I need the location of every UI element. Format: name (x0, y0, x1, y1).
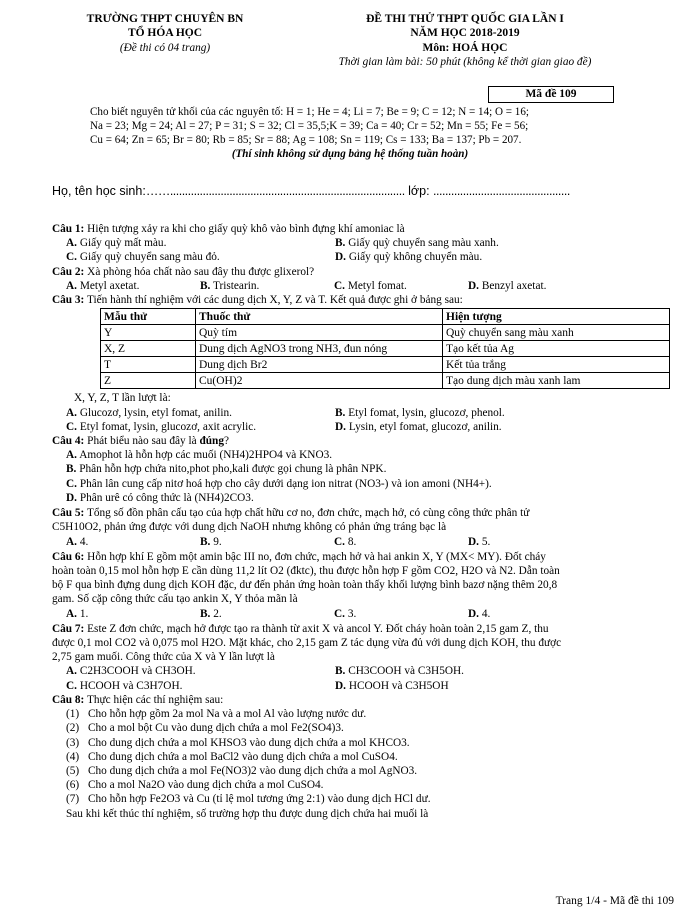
option-c[interactable]: C. Etyl fomat, lysin, glucozơ, axit acrylic. (66, 420, 257, 433)
option-d[interactable]: D. HCOOH và C3H5OH (335, 679, 449, 692)
question-text-line: hoàn toàn 0,15 mol hỗn hợp E cần dùng 11,2 lít O2 (đktc), thu được hỗn hợp F gồm CO2, H2O và N2. Dẫn toàn (52, 564, 560, 577)
option-a[interactable]: A. C2H3COOH và CH3OH. (66, 665, 196, 678)
question-5 (52, 506, 674, 549)
question-text-line: C5H10O2, phản ứng được với dung dịch NaOH nhưng không có phản ứng tráng bạc là (52, 521, 447, 534)
option-d[interactable]: D. 5. (468, 535, 491, 548)
option-c[interactable]: C. 3. (334, 607, 357, 620)
option-a[interactable]: A. Giấy quỳ mất màu. (66, 237, 167, 250)
option-d[interactable]: D. Giấy quỳ không chuyển màu. (335, 251, 483, 264)
student-name-label: Họ, tên học sinh: (52, 184, 146, 198)
option-c[interactable]: C. Metyl fomat. (334, 279, 407, 292)
table-cell: Dung dịch Br2 (196, 357, 443, 373)
option-text: Phân urê có công thức là (NH4)2CO3. (79, 491, 254, 504)
option-a[interactable]: A. Metyl axetat. (66, 279, 140, 292)
questions (52, 222, 674, 821)
option-a[interactable]: A. Glucozơ, lysin, etyl fomat, anilin. (66, 406, 232, 419)
experiment-item: (4) Cho dung dịch chứa a mol BaCl2 vào dung dịch chứa a mol CuSO4. (66, 750, 398, 763)
experiment-table (100, 308, 670, 389)
table-cell: Tạo dung dịch màu xanh lam (443, 373, 670, 389)
option-text: Metyl fomat. (347, 279, 407, 292)
header-right (300, 12, 630, 70)
table-cell: Z (101, 373, 196, 389)
option-text: 5. (481, 535, 491, 548)
option-b[interactable]: B. Giấy quỳ chuyển sang màu xanh. (335, 237, 499, 250)
experiment-text: Cho a mol Na2O vào dung dịch chứa a mol CuSO4. (88, 779, 324, 792)
option-c[interactable]: C. Phân lân cung cấp nitơ hoá hợp cho cây dưới dạng ion nitrat (NO3-) và ion amoni (NH4+). (66, 477, 492, 490)
column-header: Mẫu thử (101, 309, 196, 325)
question-text-line: được 0,1 mol CO2 và 0,075 mol H2O. Mặt khác, cho 2,15 gam Z tác dụng vừa đủ với dung dịch KOH, thu được (52, 637, 562, 650)
question-3 (52, 293, 674, 434)
question-text-line: 2,75 gam muối. Công thức của X và Y lần lượt là (52, 651, 275, 664)
option-d[interactable]: D. Benzyl axetat. (468, 279, 547, 292)
table-cell: Dung dịch AgNO3 trong NH3, đun nóng (196, 341, 443, 357)
table-cell: T (101, 357, 196, 373)
table-row (101, 325, 670, 341)
question-text-line: gam. Số cặp công thức cấu tạo ankin X, Y thỏa mãn là (52, 593, 298, 606)
question-number: Câu 4: (52, 434, 85, 447)
table-cell: X, Z (101, 341, 196, 357)
department-name: TỔ HÓA HỌC (127, 27, 203, 40)
experiment-item: (5) Cho dung dịch chứa a mol Fe(NO3)2 vào dung dịch chứa a mol AgNO3. (66, 765, 418, 777)
exam-code-box: Mã đề 109 (488, 86, 614, 103)
periodic-table-note: (Thí sinh không sử dụng bảng hệ thống tuần hoàn) (231, 147, 469, 160)
option-text: Etyl fomat, lysin, glucozơ, axit acrylic. (79, 420, 257, 433)
question-text-line: Tổng số đồn phân cấu tạo của hợp chất hữu cơ no, đơn chức, mạch hở, có cùng công thức phân tử (86, 507, 530, 520)
question-2 (52, 265, 674, 293)
option-text: Giấy quỳ chuyển sang màu đỏ. (79, 251, 220, 264)
option-text: Lysin, etyl fomat, glucozơ, anilin. (348, 420, 502, 433)
atomic-line-3: Cu = 64; Zn = 65; Br = 80; Rb = 85; Sr = 88; Ag = 108; Sn = 119; Cs = 133; Ba = 137; Pb = 207. (90, 133, 522, 146)
option-a[interactable]: A. 4. (66, 535, 89, 548)
option-b[interactable]: B. CH3COOH và C3H5OH. (335, 665, 464, 678)
column-header: Hiện tượng (443, 309, 670, 325)
atomic-line-2: Na = 23; Mg = 24; Al = 27; P = 31; S = 32; Cl = 35,5;K = 39; Ca = 40; Cr = 52; Mn = 55; Fe = 56; (90, 119, 529, 132)
experiment-text: Cho a mol bột Cu vào dung dịch chứa a mol Fe2(SO4)3. (88, 722, 344, 735)
question-number: Câu 6: (52, 550, 85, 563)
option-text: Glucozơ, lysin, etyl fomat, anilin. (79, 406, 232, 419)
table-cell: Quỳ chuyển sang màu xanh (443, 325, 670, 341)
option-text: Phân lân cung cấp nitơ hoá hợp cho cây dưới dạng ion nitrat (NO3-) và ion amoni (NH4+). (79, 477, 492, 490)
option-b[interactable]: B. 2. (200, 607, 222, 620)
option-text: Giấy quỳ chuyển sang màu xanh. (348, 237, 499, 250)
option-text: 4. (79, 535, 89, 548)
option-text: Amophot là hỗn hợp các muối (NH4)2HPO4 và KNO3. (79, 449, 333, 462)
table-cell: Kết tủa trắng (443, 357, 670, 373)
option-b[interactable]: B. Tristearin. (200, 279, 260, 292)
school-name: TRƯỜNG THPT CHUYÊN BN (86, 13, 244, 25)
atomic-line-1: Cho biết nguyên tử khối của các nguyên tố: H = 1; He = 4; Li = 7; Be = 9; C = 12; N = 14; O = 16; (90, 106, 529, 118)
table-row (101, 341, 670, 357)
option-text: Tristearin. (212, 279, 260, 292)
question-number: Câu 5: (52, 507, 85, 520)
table-cell: Tạo kết tủa Ag (443, 341, 670, 357)
option-text: 1. (79, 607, 89, 620)
student-info-line (52, 184, 652, 200)
question-text: Tiến hành thí nghiệm với các dung dịch X, Y, Z và T. Kết quả được ghi ở bảng sau: (86, 294, 463, 307)
option-b[interactable]: B. 9. (200, 535, 222, 548)
question-text: Thực hiện các thí nghiệm sau: (86, 693, 224, 706)
option-a[interactable]: A. Amophot là hỗn hợp các muối (NH4)2HPO4 và KNO3. (66, 449, 333, 462)
option-text: Giấy quỳ mất màu. (79, 237, 167, 250)
subject: Môn: HOÁ HỌC (422, 41, 508, 54)
table-cell: Quỳ tím (196, 325, 443, 341)
option-text: 9. (213, 535, 222, 548)
table-row (101, 373, 670, 389)
question-number: Câu 8: (52, 693, 85, 706)
class-field[interactable]: .............................................. (433, 184, 570, 198)
question-7 (52, 622, 674, 693)
table-row (101, 357, 670, 373)
option-text: Giấy quỳ không chuyển màu. (348, 251, 483, 264)
column-header: Thuốc thử (196, 309, 443, 325)
table-header-row (101, 309, 670, 325)
option-c[interactable]: C. HCOOH và C3H7OH. (66, 679, 183, 692)
exam-title: ĐỀ THI THỬ THPT QUỐC GIA LẦN I (366, 13, 564, 25)
option-d[interactable]: D. Lysin, etyl fomat, glucozơ, anilin. (335, 420, 502, 433)
experiment-item: (2) Cho a mol bột Cu vào dung dịch chứa a mol Fe2(SO4)3. (66, 722, 344, 735)
table-cell: Y (101, 325, 196, 341)
option-text: 4. (481, 607, 491, 620)
option-text: Benzyl axetat. (481, 279, 547, 292)
question-number: Câu 1: (52, 223, 85, 235)
experiment-text: Cho dung dịch chứa a mol BaCl2 vào dung dịch chứa a mol CuSO4. (88, 750, 398, 763)
table-cell: Cu(OH)2 (196, 373, 443, 389)
question-text: Hiện tượng xảy ra khi cho giấy quỳ khô vào bình đựng khí amoniac là (87, 223, 405, 235)
option-text: CH3COOH và C3H5OH. (348, 665, 464, 678)
question-text-line: Hỗn hợp khí E gồm một amin bậc III no, đơn chức, mạch hở và hai ankin X, Y (MX< MY). Đốt cháy (87, 550, 546, 563)
question-text: Phát biểu nào sau đây là (87, 434, 197, 447)
experiment-item: (7) Cho hỗn hợp Fe2O3 và Cu (tỉ lệ mol tương ứng 2:1) vào dung dịch HCl dư. (66, 793, 431, 806)
page-count-note: (Đề thi có 04 trang) (119, 41, 211, 54)
option-b[interactable]: B. Phân hỗn hợp chứa nito,phot pho,kali được gọi chung là phân NPK. (66, 463, 387, 476)
question-4: Câu 4: Phát biểu nào sau đây là đúng? A. Amophot là hỗn hợp các muối (NH4)2HPO4 và KNO3. B. Phân hỗn hợp chứa nito,phot pho,kali được gọi chung là phân NPK. C. Phân lân cung cấp nitơ hoá hợp cho cây dưới dạng ion nitrat (NO3-) và ion amoni (NH4+). D. Phân urê có công thức là (NH4)2CO3. (52, 434, 674, 505)
question-emphasis: đúng (199, 434, 224, 447)
option-text: 2. (213, 607, 222, 620)
option-c[interactable]: C. Giấy quỳ chuyển sang màu đỏ. (66, 251, 220, 264)
header-left (60, 12, 270, 55)
option-c[interactable]: C. 8. (334, 535, 357, 548)
option-text: Etyl fomat, lysin, glucozơ, phenol. (348, 406, 505, 419)
option-text: 3. (347, 607, 357, 620)
option-text: HCOOH và C3H5OH (348, 679, 449, 692)
experiment-text: Cho dung dịch chứa a mol KHSO3 vào dung dịch chứa a mol KHCO3. (88, 736, 410, 749)
option-a[interactable]: A. 1. (66, 607, 89, 620)
option-text: Phân hỗn hợp chứa nito,phot pho,kali được gọi chung là phân NPK. (79, 463, 387, 476)
question-6 (52, 550, 674, 621)
experiment-item: (6) Cho a mol Na2O vào dung dịch chứa a mol CuSO4. (66, 779, 324, 792)
experiment-text: Cho hỗn hợp gồm 2a mol Na và a mol Al vào lượng nước dư. (88, 708, 367, 721)
option-text: C2H3COOH và CH3OH. (79, 665, 196, 678)
question-8 (52, 693, 674, 821)
question-stem: Sau khi kết thúc thí nghiệm, số trường hợp thu được dung dịch chứa hai muối là (66, 807, 429, 820)
question-stem: X, Y, Z, T lần lượt là: (74, 392, 171, 405)
option-text: Metyl axetat. (79, 279, 140, 292)
school-year: NĂM HỌC 2018-2019 (410, 27, 520, 40)
atomic-masses (90, 106, 610, 162)
question-1 (52, 222, 674, 265)
option-text: 8. (347, 535, 357, 548)
question-text-line: Este Z đơn chức, mạch hở được tạo ra thành từ axit X và ancol Y. Đốt cháy hoàn toàn 2,15 gam Z, thu (87, 622, 549, 635)
question-text: Xà phòng hóa chất nào sau đây thu được glixerol? (87, 265, 315, 278)
question-number: Câu 2: (52, 265, 85, 278)
question-number: Câu 7: (52, 622, 85, 635)
experiment-text: Cho hỗn hợp Fe2O3 và Cu (tỉ lệ mol tương ứng 2:1) vào dung dịch HCl dư. (88, 793, 431, 806)
question-number: Câu 3: (52, 294, 85, 307)
student-name-field[interactable]: ……............................................................................... (145, 184, 405, 198)
experiment-item: (1) Cho hỗn hợp gồm 2a mol Na và a mol Al vào lượng nước dư. (66, 708, 367, 721)
duration: Thời gian làm bài: 50 phút (không kể thời gian giao đề) (338, 56, 592, 69)
option-text: HCOOH và C3H7OH. (79, 679, 183, 692)
option-d[interactable]: D. Phân urê có công thức là (NH4)2CO3. (66, 491, 254, 504)
experiment-item: (3) Cho dung dịch chứa a mol KHSO3 vào dung dịch chứa a mol KHCO3. (66, 736, 410, 749)
option-b[interactable]: B. Etyl fomat, lysin, glucozơ, phenol. (335, 406, 505, 419)
page-footer: Trang 1/4 - Mã đề thi 109 (555, 895, 674, 907)
option-d[interactable]: D. 4. (468, 607, 491, 620)
experiment-text: Cho dung dịch chứa a mol Fe(NO3)2 vào dung dịch chứa a mol AgNO3. (88, 765, 418, 777)
question-text-line: bộ F qua bình đựng dung dịch KOH đặc, dư đến phản ứng hoàn toàn thấy khối lượng bình bazơ nặng thêm 20,8 (52, 579, 558, 592)
class-label: lớp: (408, 184, 430, 198)
